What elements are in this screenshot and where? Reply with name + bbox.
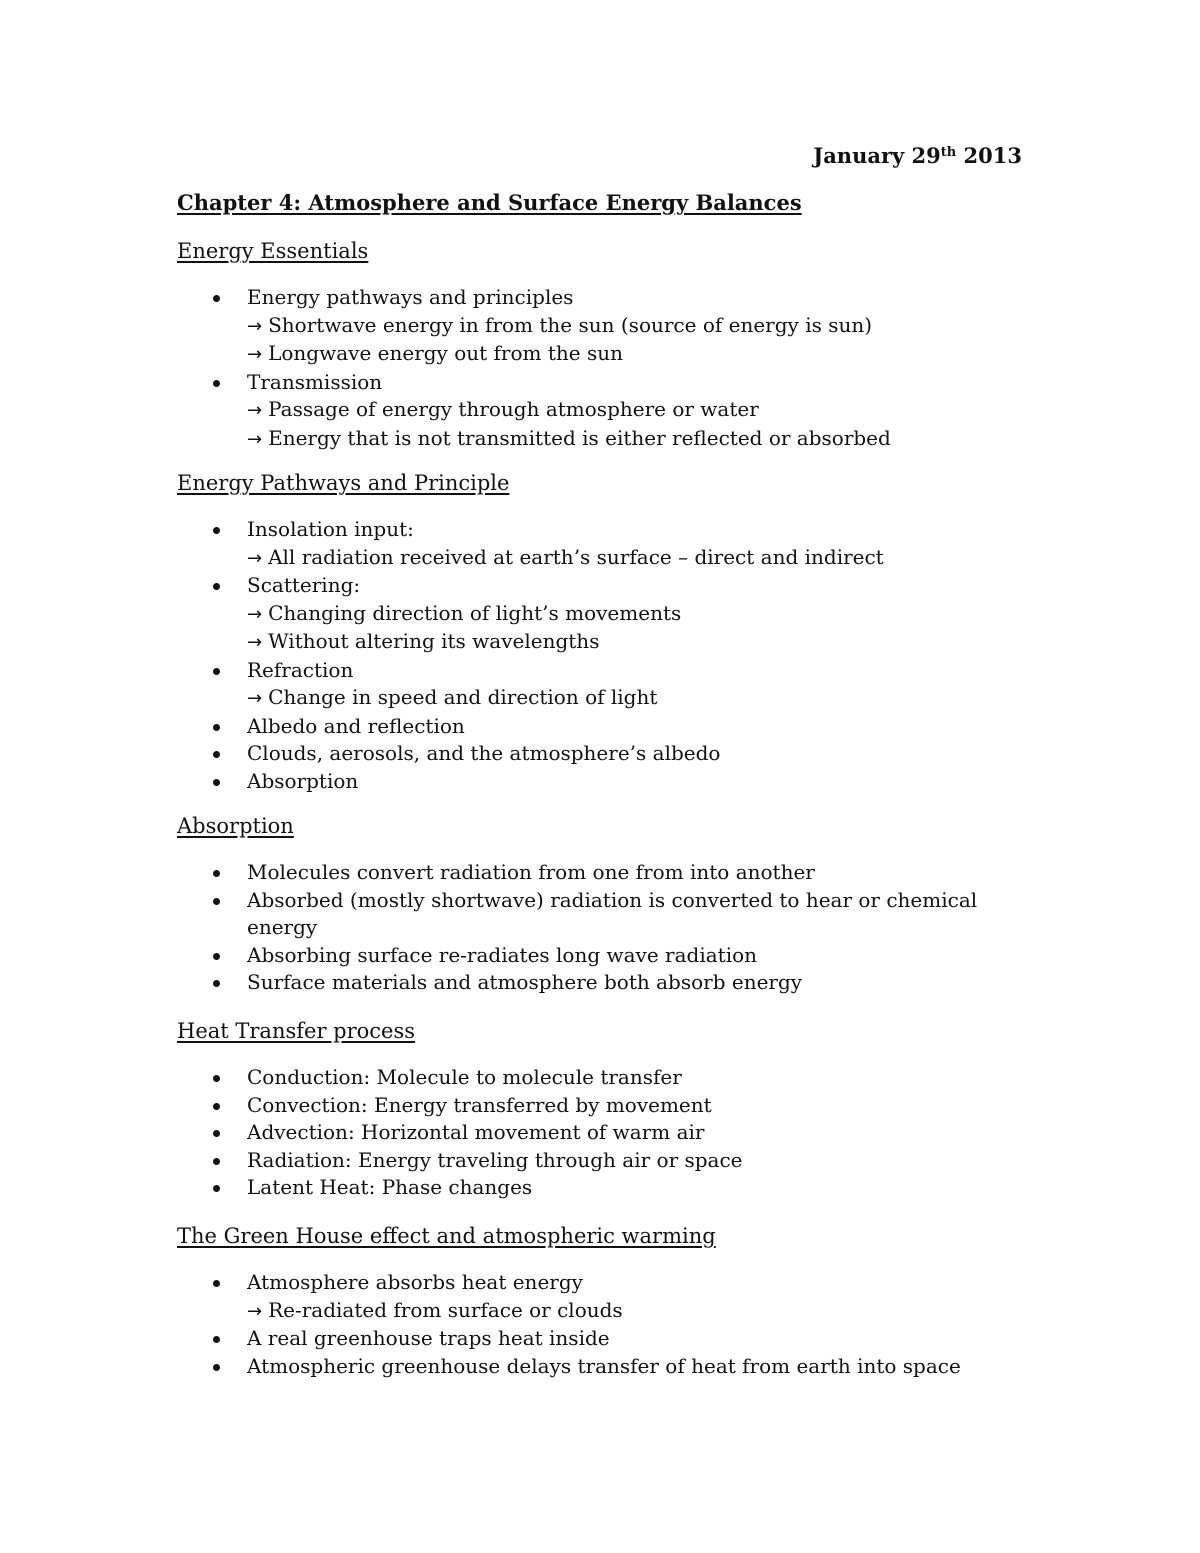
list-item-text: Radiation: Energy traveling through air or space [247,1147,743,1172]
bullet-icon [213,1158,220,1165]
list-item [177,1119,1017,1147]
list-item-text: Energy pathways and principles [247,285,574,309]
sub-point-text: Energy that is not transmitted is either reflected or absorbed [268,425,891,450]
bullet-icon [213,1185,220,1192]
section-absorption [177,812,1017,997]
sub-point [247,600,1017,629]
section-heading: Absorption [177,814,294,838]
list-item-text: Albedo and reflection [247,713,465,738]
list-item [177,369,1017,454]
section-heading: Heat Transfer process [177,1019,416,1043]
list-item-text: Scattering: [247,573,361,597]
list-item [177,713,1017,741]
list-item-text: Refraction [247,657,354,682]
section-heading: The Green House effect and atmospheric warming [177,1224,716,1248]
section-heading: Energy Essentials [177,239,369,263]
sub-point-text: Changing direction of light’s movements [268,600,682,625]
sub-point-text: Without altering its wavelengths [268,629,600,653]
arrow-right-icon: → [247,344,263,365]
list-item-text: A real greenhouse traps heat inside [247,1326,610,1350]
list-item [177,1064,1017,1092]
arrow-right-icon: → [247,547,263,569]
date-prefix: January 29 [813,143,941,168]
arrow-right-icon: → [247,400,263,421]
bullet-icon [213,1103,220,1110]
list-item-text: Clouds, aerosols, and the atmosphere’s albedo [247,741,721,765]
date-year: 2013 [956,143,1022,168]
sub-point-text: Passage of energy through atmosphere or water [268,397,759,421]
list-item [177,1147,1017,1175]
arrow-right-icon: → [247,632,263,653]
bullet-icon [213,870,220,877]
bullet-icon [213,898,220,905]
list-item-text: Latent Heat: Phase changes [247,1175,533,1199]
list-item [177,657,1017,713]
sub-point-text: Shortwave energy in from the sun (source of energy is sun) [268,312,873,337]
sub-point-text: Longwave energy out from the sun [268,341,623,365]
bullet-list [177,859,1017,997]
list-item [177,1174,1017,1202]
sub-point [247,544,1017,573]
bullet-icon [213,1336,220,1343]
list-item-text: Absorbing surface re-radiates long wave radiation [247,942,758,967]
list-item [177,887,1017,942]
list-item-text: Absorption [247,768,359,793]
bullet-icon [213,380,220,387]
list-item [177,859,1017,887]
bullet-icon [213,527,220,534]
list-item [177,284,1017,369]
section-heat-transfer [177,1017,1017,1202]
bullet-list [177,1064,1017,1202]
sub-point-text: Change in speed and direction of light [268,685,658,709]
arrow-right-icon: → [247,1300,263,1322]
section-energy-pathways [177,469,1017,795]
list-item [177,942,1017,970]
bullet-icon [213,1280,220,1287]
document-date [813,142,1022,170]
sub-point [247,1297,1017,1326]
bullet-list [177,516,1017,795]
list-item [177,740,1017,768]
bullet-list [177,284,1017,453]
section-greenhouse-effect [177,1222,1017,1380]
bullet-icon [213,779,220,786]
list-item-text: Advection: Horizontal movement of warm air [247,1120,705,1144]
list-item [177,572,1017,657]
arrow-right-icon: → [247,688,263,709]
document-title: Chapter 4: Atmosphere and Surface Energy Balances [177,190,802,215]
arrow-right-icon: → [247,603,263,625]
sub-point [247,425,1017,454]
sub-point [247,340,1017,369]
sub-point [247,396,1017,425]
bullet-icon [213,583,220,590]
bullet-icon [213,1075,220,1082]
section-energy-essentials [177,237,1017,453]
list-item-text: Insolation input: [247,517,414,541]
bullet-icon [213,724,220,731]
list-item-text: Convection: Energy transferred by movement [247,1092,712,1117]
bullet-icon [213,953,220,960]
sub-point-text: All radiation received at earth’s surface – direct and indirect [268,544,884,569]
bullet-icon [213,1364,220,1371]
bullet-icon [213,980,220,987]
section-heading: Energy Pathways and Principle [177,471,510,495]
bullet-icon [213,751,220,758]
sub-point [247,312,1017,341]
date-ordinal-suffix: th [940,145,957,160]
list-item-text: Surface materials and atmosphere both absorb energy [247,970,803,994]
sub-point [247,684,1017,713]
sub-point [247,628,1017,657]
bullet-icon [213,295,220,302]
bullet-list [177,1269,1017,1380]
sub-point-text: Re-radiated from surface or clouds [268,1297,623,1322]
list-item [177,1353,1017,1381]
list-item-text: Atmosphere absorbs heat energy [247,1270,583,1294]
list-item [177,1325,1017,1353]
list-item [177,1269,1017,1325]
list-item [177,969,1017,997]
bullet-icon [213,1130,220,1137]
list-item [177,1092,1017,1120]
list-item-text: Atmospheric greenhouse delays transfer of heat from earth into space [247,1353,961,1378]
list-item-text: Conduction: Molecule to molecule transfer [247,1065,682,1089]
arrow-right-icon: → [247,428,263,450]
arrow-right-icon: → [247,315,263,337]
list-item-text: Transmission [247,369,383,394]
list-item-text: Molecules convert radiation from one from into another [247,860,815,884]
list-item [177,768,1017,796]
list-item-text: Absorbed (mostly shortwave) radiation is converted to hear or chemical energy [247,887,978,939]
list-item [177,516,1017,572]
bullet-icon [213,668,220,675]
